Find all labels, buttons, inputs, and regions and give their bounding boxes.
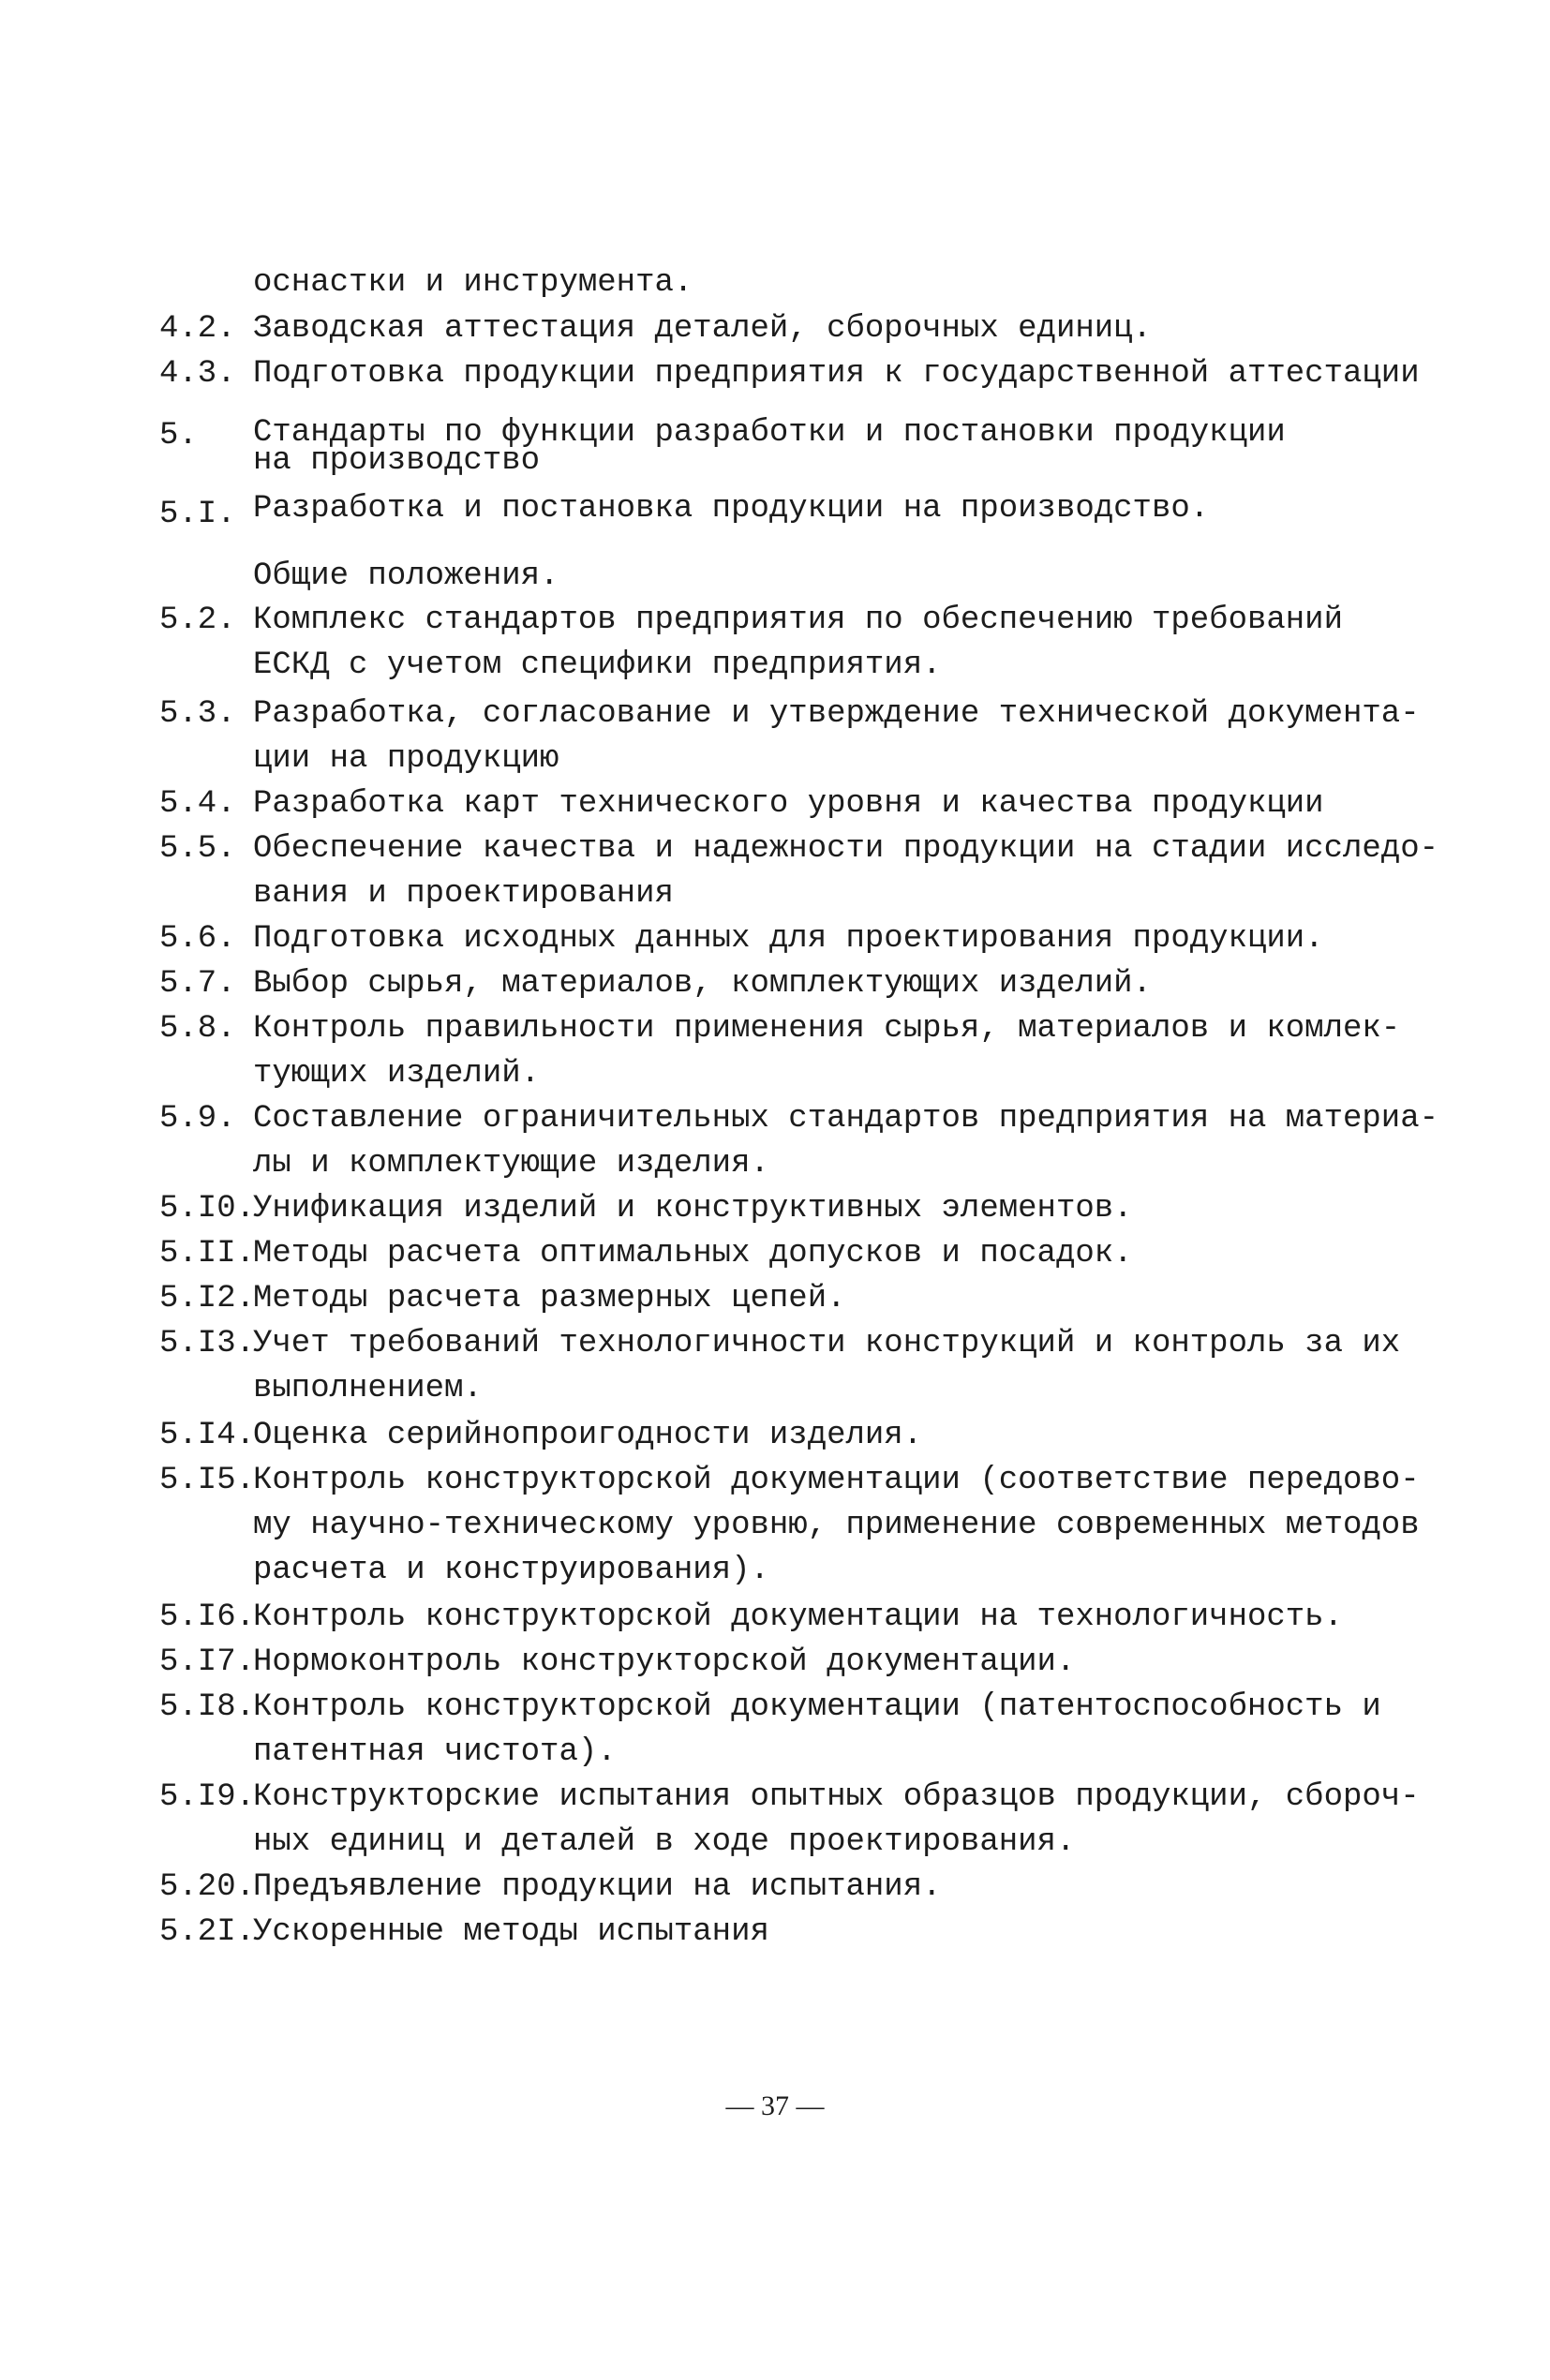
item-number: 5.I5. <box>159 1463 256 1498</box>
continuation-line: оснастки и инструмента. <box>253 265 693 301</box>
item-text: Заводская аттестация деталей, сборочных единиц. <box>253 311 1152 347</box>
item-text: Подготовка исходных данных для проектирования продукции. <box>253 921 1324 957</box>
item-text: Контроль конструкторской документации (соответствие передово- му научно-техническому уровню, применение современных методов расчета и конструирования). <box>253 1463 1420 1588</box>
item-text: Оценка серийнопроигодности изделия. <box>253 1418 923 1453</box>
item-text: Конструкторские испытания опытных образцов продукции, сбороч- ных единиц и деталей в ходе проектирования. <box>253 1779 1420 1860</box>
item-number: 5.2. <box>159 602 236 638</box>
item-number: 5.I0. <box>159 1191 256 1227</box>
item-text: Комплекс стандартов предприятия по обеспечению требований ЕСКД с учетом специфики предприятия. <box>253 602 1343 683</box>
item-text: Стандарты по функции разработки и постановки продукции на производство <box>253 415 1286 479</box>
item-text: Учет требований технологичности конструкций и контроль за их выполнением. <box>253 1326 1401 1406</box>
item-text: Ускоренные методы испытания <box>253 1914 769 1950</box>
item-number: 5.2I. <box>159 1914 256 1950</box>
item-text: Унификация изделий и конструктивных элементов. <box>253 1191 1133 1227</box>
item-number: 5.6. <box>159 921 236 957</box>
item-number: 5.I8. <box>159 1689 256 1725</box>
item-number: 5.20. <box>159 1869 256 1905</box>
item-text: Нормоконтроль конструкторской документации. <box>253 1644 1076 1680</box>
item-number: 5.I. <box>159 497 236 532</box>
item-number: 5. <box>159 418 198 454</box>
item-number: 5.9. <box>159 1101 236 1137</box>
item-number: 5.I3. <box>159 1326 256 1361</box>
item-text: Методы расчета размерных цепей. <box>253 1281 846 1316</box>
item-text: Контроль конструкторской документации (патентоспособность и патентная чистота). <box>253 1689 1381 1770</box>
item-number: 4.3. <box>159 356 236 392</box>
item-text: Разработка и постановка продукции на производство. Общие положения. <box>253 491 1210 594</box>
page-number: — 37 — <box>725 2090 825 2121</box>
item-number: 5.I9. <box>159 1779 256 1815</box>
item-text: Контроль правильности применения сырья, материалов и комлек- тующих изделий. <box>253 1011 1401 1092</box>
item-text: Разработка, согласование и утверждение технической документа- ции на продукцию <box>253 696 1420 777</box>
item-text: Составление ограничительных стандартов предприятия на материа- лы и комплектующие изделия. <box>253 1101 1439 1182</box>
item-number: 5.5. <box>159 831 236 867</box>
item-number: 5.7. <box>159 966 236 1002</box>
item-number: 5.4. <box>159 786 236 822</box>
item-number: 5.3. <box>159 696 236 732</box>
item-number: 5.I7. <box>159 1644 256 1680</box>
item-text: Разработка карт технического уровня и качества продукции <box>253 786 1324 822</box>
item-text: Методы расчета оптимальных допусков и посадок. <box>253 1236 1133 1272</box>
item-number: 5.I4. <box>159 1418 256 1453</box>
item-number: 5.I6. <box>159 1599 256 1635</box>
item-text: Предъявление продукции на испытания. <box>253 1869 942 1905</box>
item-number: 5.I2. <box>159 1281 256 1316</box>
item-text: Подготовка продукции предприятия к государственной аттестации <box>253 356 1420 392</box>
item-number: 4.2. <box>159 311 236 347</box>
item-number: 5.8. <box>159 1011 236 1047</box>
item-text: Обеспечение качества и надежности продукции на стадии исследо- вания и проектирования <box>253 831 1439 912</box>
item-text: Контроль конструкторской документации на технологичность. <box>253 1599 1343 1635</box>
item-number: 5.II. <box>159 1236 256 1272</box>
item-text: Выбор сырья, материалов, комплектующих изделий. <box>253 966 1152 1002</box>
